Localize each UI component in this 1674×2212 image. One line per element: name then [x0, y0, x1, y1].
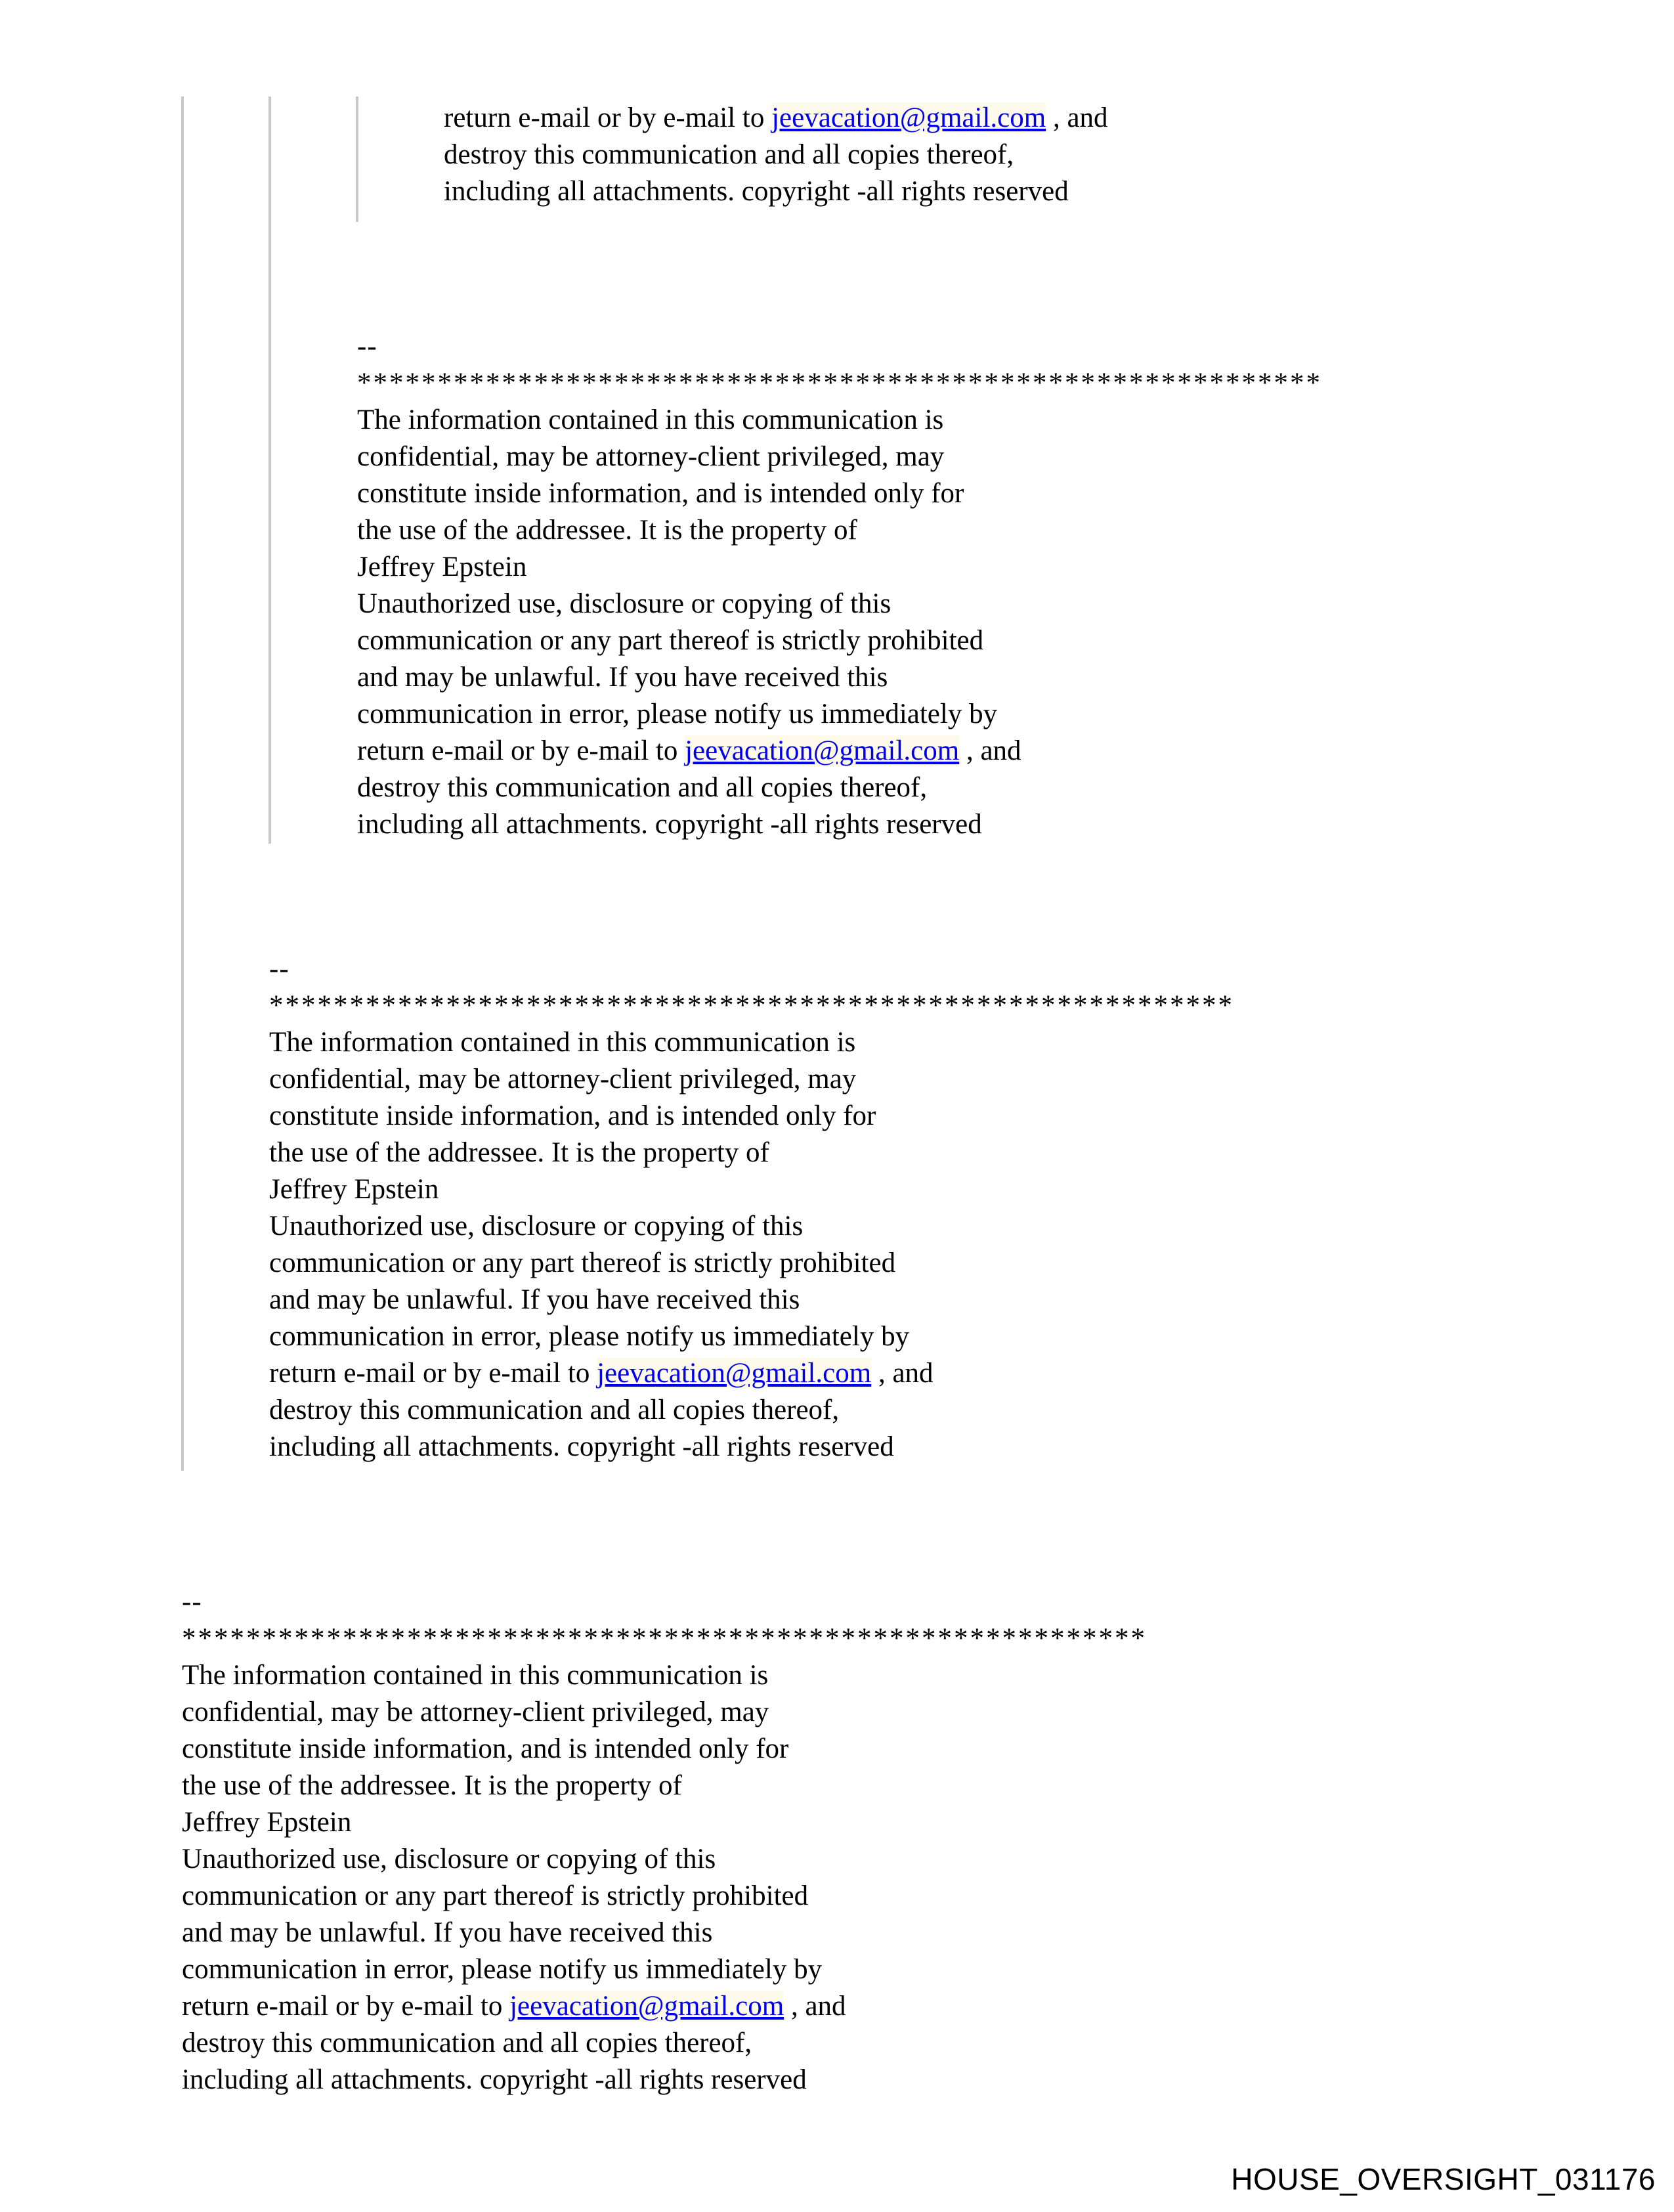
disclaimer-line: confidential, may be attorney-client privileged, may [269, 1064, 857, 1095]
disclaimer-block-3 [269, 951, 1234, 1465]
disclaimer-line: the use of the addressee. It is the property of [357, 515, 857, 546]
disclaimer-line: the use of the addressee. It is the property of [182, 1770, 682, 1801]
link-line-prefix: return e-mail or by e-mail to [269, 1358, 597, 1389]
disclaimer-line-with-link [357, 733, 1322, 770]
disclaimer-line: Jeffrey Epstein [357, 552, 527, 582]
link-line-suffix: , and [784, 1991, 846, 2022]
disclaimer-line: The information contained in this communication is [182, 1660, 769, 1691]
asterisk-divider: ************************************************************ [269, 990, 1234, 1021]
link-line-suffix: , and [959, 735, 1021, 766]
disclaimer-line: destroy this communication and all copies thereof, [182, 2028, 752, 2058]
disclaimer-line: destroy this communication and all copies thereof, [357, 772, 928, 803]
disclaimer-line: including all attachments. copyright -all rights reserved [182, 2064, 807, 2095]
asterisk-divider: ************************************************************ [357, 368, 1322, 399]
disclaimer-block-1 [444, 100, 1108, 210]
quote-bar-level-2 [268, 97, 271, 844]
disclaimer-line: Unauthorized use, disclosure or copying of this [269, 1211, 804, 1242]
email-link[interactable]: jeevacation@gmail.com [509, 1991, 784, 2022]
link-line-prefix: return e-mail or by e-mail to [357, 735, 685, 766]
disclaimer-line: Unauthorized use, disclosure or copying of this [182, 1844, 716, 1875]
disclaimer-line: The information contained in this communication is [269, 1027, 856, 1058]
disclaimer-line: confidential, may be attorney-client privileged, may [182, 1697, 769, 1727]
link-line-suffix: , and [871, 1358, 934, 1389]
email-link[interactable]: jeevacation@gmail.com [597, 1358, 872, 1389]
disclaimer-line: communication or any part thereof is strictly prohibited [182, 1880, 809, 1911]
disclaimer-line: including all attachments. copyright -all rights reserved [269, 1431, 894, 1462]
disclaimer-line: Jeffrey Epstein [269, 1174, 439, 1205]
disclaimer-line: communication in error, please notify us immediately by [269, 1321, 910, 1352]
disclaimer-line: constitute inside information, and is intended only for [269, 1100, 876, 1131]
disclaimer-line: the use of the addressee. It is the property of [269, 1137, 769, 1168]
signature-separator: -- [357, 331, 377, 362]
link-line-prefix: return e-mail or by e-mail to [444, 102, 772, 133]
disclaimer-line-with-link [182, 1988, 1147, 2025]
disclaimer-line: destroy this communication and all copies thereof, [444, 139, 1014, 170]
disclaimer-line: constitute inside information, and is intended only for [357, 478, 964, 509]
disclaimer-line-with-link [444, 100, 1108, 137]
disclaimer-block-2 [357, 328, 1322, 843]
link-line-suffix: , and [1046, 102, 1108, 133]
asterisk-divider: ************************************************************ [182, 1623, 1147, 1654]
link-line-prefix: return e-mail or by e-mail to [182, 1991, 510, 2022]
disclaimer-line: communication in error, please notify us immediately by [357, 699, 998, 729]
disclaimer-line: constitute inside information, and is intended only for [182, 1733, 789, 1764]
disclaimer-line-with-link [269, 1355, 1234, 1392]
disclaimer-line: communication or any part thereof is strictly prohibited [357, 625, 984, 656]
signature-separator: -- [182, 1586, 202, 1617]
bates-number: HOUSE_OVERSIGHT_031176 [1231, 2162, 1656, 2196]
disclaimer-line: and may be unlawful. If you have received this [357, 662, 888, 693]
disclaimer-block-4 [182, 1584, 1147, 2098]
disclaimer-line: confidential, may be attorney-client privileged, may [357, 441, 945, 472]
disclaimer-line: The information contained in this communication is [357, 404, 944, 435]
disclaimer-line: and may be unlawful. If you have received this [182, 1917, 713, 1948]
email-link[interactable]: jeevacation@gmail.com [771, 102, 1046, 133]
quote-bar-level-3 [356, 97, 358, 222]
disclaimer-line: and may be unlawful. If you have received this [269, 1284, 800, 1315]
email-link[interactable]: jeevacation@gmail.com [685, 735, 960, 766]
disclaimer-line: including all attachments. copyright -all rights reserved [357, 809, 982, 840]
disclaimer-line: Jeffrey Epstein [182, 1807, 352, 1838]
quote-bar-level-1 [181, 97, 184, 1471]
disclaimer-line: communication in error, please notify us immediately by [182, 1954, 823, 1985]
disclaimer-line: destroy this communication and all copies thereof, [269, 1395, 840, 1425]
disclaimer-line: Unauthorized use, disclosure or copying of this [357, 588, 891, 619]
signature-separator: -- [269, 953, 290, 984]
disclaimer-line: including all attachments. copyright -all rights reserved [444, 176, 1069, 207]
disclaimer-line: communication or any part thereof is strictly prohibited [269, 1247, 896, 1278]
